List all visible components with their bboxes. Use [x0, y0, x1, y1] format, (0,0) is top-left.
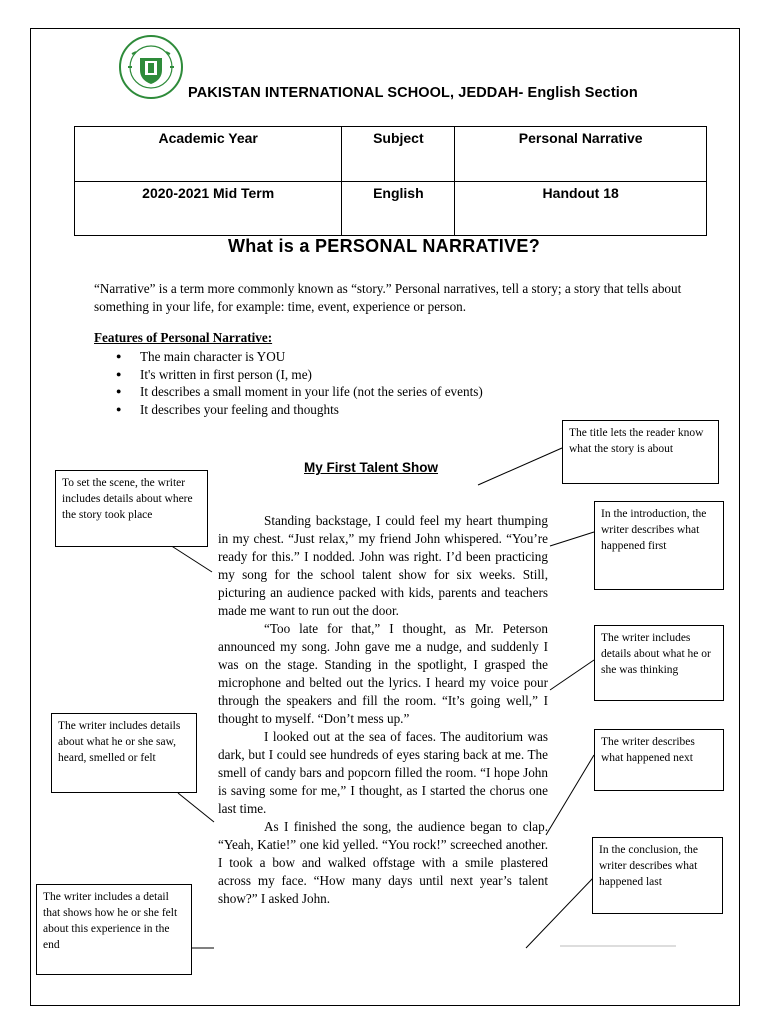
callout-scene: To set the scene, the writer includes details about where the story took place [55, 470, 208, 547]
table-row [75, 181, 707, 236]
callout-next: The writer describes what happened next [594, 729, 724, 791]
story-paragraph: As I finished the song, the audience began to clap. “Yeah, Katie!” one kid yelled. “You rock!” screeched another. I took a bow and walked offstage with a smile plastered across my face. “How many days until next year’s talent show?” I asked John. [218, 819, 548, 906]
intro-paragraph: “Narrative” is a term more commonly known as “story.” Personal narratives, tell a story; a story that tells about something in your life, for example: time, event, experience or person. [94, 281, 682, 314]
story-paragraph: “Too late for that,” I thought, as Mr. Peterson announced my song. John gave me a nudge, and suddenly I was on the stage. Standing in the spotlight, I grasped the microphone and belted out the lyrics. I heard my voice pour through the speakers and fill the room. “It’s going well,” I thought to myself. “Don’t mess up.” [218, 621, 548, 726]
table-cell: Personal Narrative [455, 127, 707, 182]
features-list [116, 348, 483, 418]
info-table [74, 126, 707, 236]
table-row [75, 127, 707, 182]
callout-conclusion: In the conclusion, the writer describes what happened last [592, 837, 723, 914]
callout-title: The title lets the reader know what the story is about [562, 420, 719, 484]
table-cell: Academic Year [75, 127, 342, 182]
callout-feeling: The writer includes a detail that shows how he or she felt about this experience in the end [36, 884, 192, 975]
list-item: ● It describes a small moment in your life (not the series of events) [116, 383, 483, 401]
table-cell: Subject [342, 127, 455, 182]
list-item: ● The main character is YOU [116, 348, 483, 366]
features-heading: Features of Personal Narrative: [94, 330, 273, 345]
story-paragraph: I looked out at the sea of faces. The auditorium was dark, but I could see hundreds of eyes staring back at me. The smell of candy bars and popcorn filled the room. “I hope John is saving some for me,” I thought, as I started the chorus one last time. [218, 729, 548, 816]
page-title: What is a PERSONAL NARRATIVE? [227, 236, 541, 256]
story-body [218, 512, 548, 908]
table-cell: 2020-2021 Mid Term [75, 181, 342, 236]
school-name: PAKISTAN INTERNATIONAL SCHOOL, JEDDAH- English Section [188, 85, 638, 101]
callout-senses: The writer includes details about what he or she saw, heard, smelled or felt [51, 713, 197, 793]
story-paragraph: Standing backstage, I could feel my heart thumping in my chest. “Just relax,” my friend John whispered. “You’re ready for this.” I nodded. John was right. I’d been practicing my song for the school talent show for six weeks. Still, picturing an audience packed with kids, parents and teachers made me want to run out the door. [218, 513, 548, 618]
school-crest-icon [118, 34, 184, 100]
callout-thinking: The writer includes details about what he or she was thinking [594, 625, 724, 701]
callout-introduction: In the introduction, the writer describes what happened first [594, 501, 724, 590]
list-item: ● It's written in first person (I, me) [116, 366, 483, 384]
table-cell: Handout 18 [455, 181, 707, 236]
list-item: ● It describes your feeling and thoughts [116, 401, 483, 419]
story-title: My First Talent Show [304, 460, 439, 475]
table-cell: English [342, 181, 455, 236]
